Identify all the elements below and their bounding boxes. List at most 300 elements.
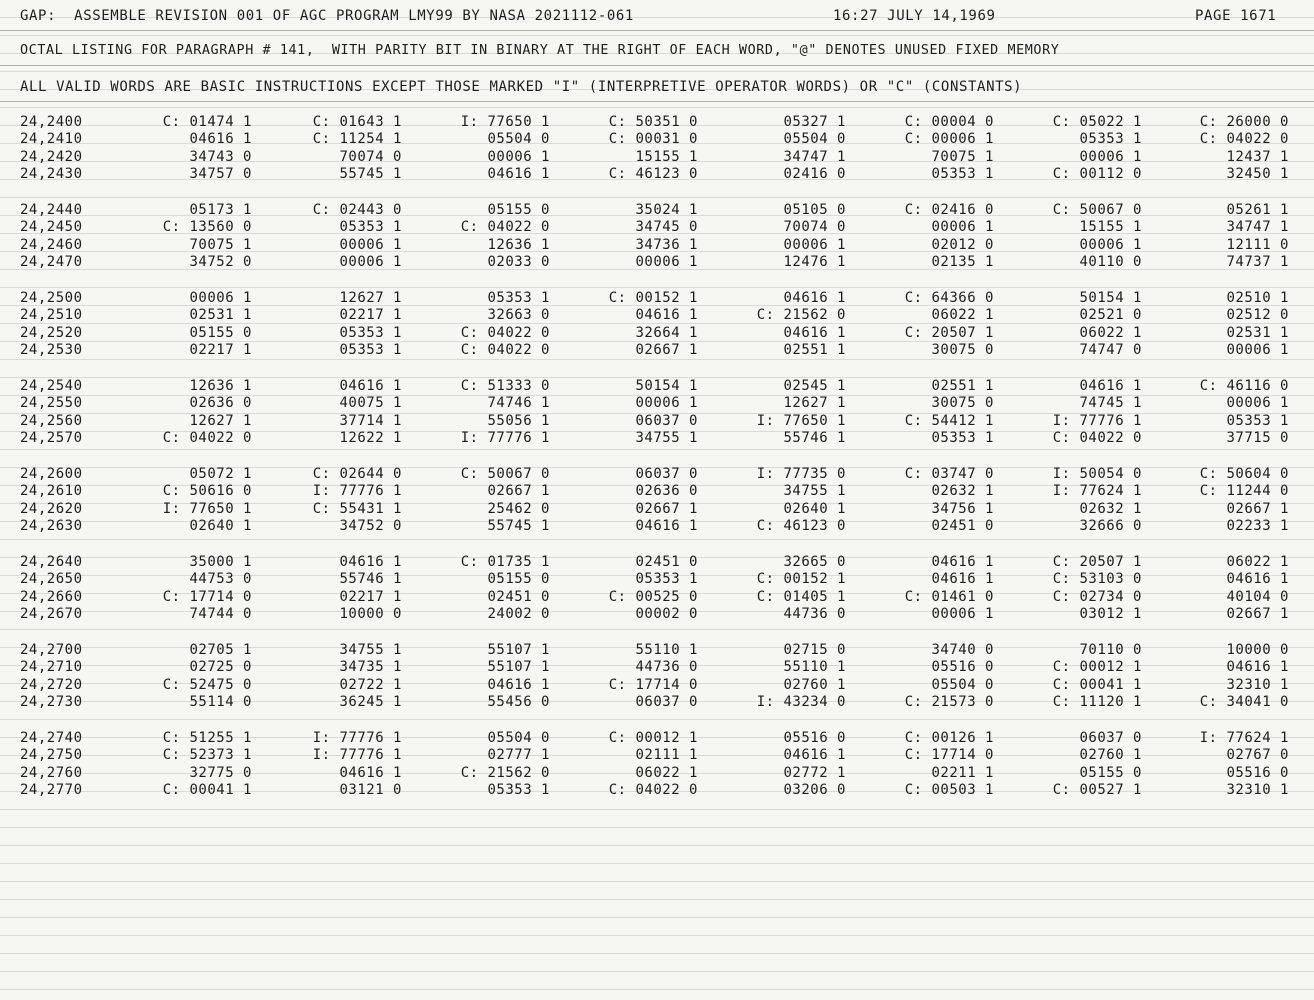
- octal-word: 50154 1: [1079, 290, 1142, 306]
- memory-address: 24,2400: [20, 114, 83, 130]
- octal-word: 12111 0: [1226, 236, 1289, 253]
- octal-word: C: 00152 1: [608, 290, 698, 306]
- octal-word: 34736 1: [635, 236, 698, 253]
- octal-word: 34757 0: [189, 165, 252, 182]
- octal-word: 03206 0: [783, 781, 846, 798]
- octal-word: C: 01735 1: [460, 554, 550, 570]
- octal-word: 00006 1: [1226, 395, 1289, 412]
- octal-word: 02521 0: [1079, 307, 1142, 324]
- listing-row: [0, 501, 1314, 518]
- octal-word: 12636 1: [189, 378, 252, 394]
- memory-address: 24,2740: [20, 730, 83, 746]
- octal-word: 05516 0: [783, 730, 846, 746]
- octal-word: 74745 1: [1079, 395, 1142, 412]
- octal-word: 04616 1: [783, 290, 846, 306]
- octal-word: C: 46123 0: [608, 165, 698, 182]
- octal-word: 34747 1: [783, 148, 846, 165]
- octal-word: 40110 0: [1079, 253, 1142, 270]
- octal-word: C: 55431 1: [312, 500, 402, 517]
- octal-word: 02233 1: [1226, 517, 1289, 534]
- octal-word: 05327 1: [783, 114, 846, 130]
- memory-address: 24,2420: [20, 148, 83, 165]
- octal-word: 02033 0: [487, 253, 550, 270]
- octal-word: 05072 1: [189, 466, 252, 482]
- octal-word: 40104 0: [1226, 588, 1289, 605]
- octal-word: I: 77735 0: [756, 466, 846, 482]
- octal-word: 04616 1: [783, 324, 846, 341]
- memory-address: 24,2500: [20, 290, 83, 306]
- octal-word: C: 01474 1: [162, 114, 252, 130]
- octal-word: 35000 1: [189, 554, 252, 570]
- octal-word: 04616 1: [931, 554, 994, 570]
- octal-word: C: 50067 0: [460, 466, 550, 482]
- octal-word: C: 04022 0: [460, 341, 550, 358]
- octal-word: 02640 1: [189, 517, 252, 534]
- octal-word: 00006 1: [1079, 236, 1142, 253]
- octal-word: 02667 1: [1226, 500, 1289, 517]
- octal-word: 70075 1: [189, 236, 252, 253]
- listing-row: [0, 254, 1314, 271]
- octal-word: C: 03747 0: [904, 466, 994, 482]
- octal-word: C: 00152 1: [756, 571, 846, 588]
- octal-word: 02451 0: [487, 588, 550, 605]
- octal-word: 00002 0: [635, 605, 698, 622]
- octal-word: 30075 0: [931, 395, 994, 412]
- octal-word: 05261 1: [1226, 202, 1289, 218]
- octal-word: C: 50351 0: [608, 114, 698, 130]
- octal-word: C: 04022 0: [608, 781, 698, 798]
- octal-word: 37715 0: [1226, 429, 1289, 446]
- octal-word: 05504 0: [487, 730, 550, 746]
- octal-word: 02135 1: [931, 253, 994, 270]
- rule-line: [0, 65, 1314, 66]
- octal-word: 00006 1: [635, 395, 698, 412]
- octal-word: 02722 1: [339, 676, 402, 693]
- octal-word: 02217 1: [339, 588, 402, 605]
- memory-address: 24,2530: [20, 341, 83, 358]
- octal-word: I: 50054 0: [1052, 466, 1142, 482]
- octal-word: C: 00012 1: [1052, 659, 1142, 676]
- octal-word: I: 77650 1: [756, 412, 846, 429]
- listing-row: [0, 466, 1314, 483]
- octal-word: 05173 1: [189, 202, 252, 218]
- octal-word: 02512 0: [1226, 307, 1289, 324]
- octal-word: 32664 1: [635, 324, 698, 341]
- page-number: PAGE 1671: [1195, 8, 1277, 24]
- header-line-2: [0, 43, 1314, 63]
- octal-word: 02531 1: [189, 307, 252, 324]
- octal-word: 55746 1: [783, 429, 846, 446]
- octal-word: C: 00126 1: [904, 730, 994, 746]
- octal-word: 06022 1: [635, 764, 698, 781]
- octal-word: 50154 1: [635, 378, 698, 394]
- octal-word: 02667 1: [1226, 605, 1289, 622]
- octal-word: C: 00031 0: [608, 131, 698, 148]
- legend-description: ALL VALID WORDS ARE BASIC INSTRUCTIONS EXCEPT THOSE MARKED "I" (INTERPRETIVE OPERATOR WORDS) OR "C" (CONSTANTS): [20, 79, 1023, 95]
- octal-word: C: 34041 0: [1199, 693, 1289, 710]
- octal-word: I: 77776 1: [460, 429, 550, 446]
- octal-word: 34735 1: [339, 659, 402, 676]
- octal-word: 32663 0: [487, 307, 550, 324]
- octal-word: 12476 1: [783, 253, 846, 270]
- memory-address: 24,2700: [20, 642, 83, 658]
- listing-row: [0, 765, 1314, 782]
- listing-row: [0, 166, 1314, 183]
- listing-block: [0, 378, 1314, 447]
- octal-word: 05516 0: [1226, 764, 1289, 781]
- octal-word: C: 00525 0: [608, 588, 698, 605]
- rule-line: [0, 101, 1314, 102]
- octal-word: 03012 1: [1079, 605, 1142, 622]
- octal-word: C: 00503 1: [904, 781, 994, 798]
- octal-word: 02217 1: [189, 341, 252, 358]
- octal-word: 02510 1: [1226, 290, 1289, 306]
- octal-word: 05353 1: [487, 290, 550, 306]
- listing-row: [0, 290, 1314, 307]
- octal-word: 02632 1: [931, 483, 994, 500]
- octal-word: 34745 0: [635, 219, 698, 236]
- octal-word: 04616 1: [339, 764, 402, 781]
- octal-word: 32310 1: [1226, 676, 1289, 693]
- octal-word: C: 17714 0: [162, 588, 252, 605]
- octal-word: 04616 1: [487, 165, 550, 182]
- octal-word: 05155 0: [487, 202, 550, 218]
- octal-word: C: 20507 1: [1052, 554, 1142, 570]
- octal-word: 05504 0: [487, 131, 550, 148]
- octal-word: 06037 0: [635, 693, 698, 710]
- octal-word: 02545 1: [783, 378, 846, 394]
- octal-word: 05353 1: [339, 219, 402, 236]
- octal-word: 00006 1: [339, 236, 402, 253]
- memory-address: 24,2450: [20, 219, 83, 236]
- listing-row: [0, 149, 1314, 166]
- octal-word: 00006 1: [931, 219, 994, 236]
- memory-address: 24,2620: [20, 500, 83, 517]
- octal-word: 02451 0: [635, 554, 698, 570]
- octal-word: 02767 0: [1226, 747, 1289, 764]
- octal-word: C: 04022 0: [460, 219, 550, 236]
- octal-word: 04616 1: [339, 378, 402, 394]
- octal-word: 06022 1: [931, 307, 994, 324]
- octal-word: 36245 1: [339, 693, 402, 710]
- octal-word: 34752 0: [189, 253, 252, 270]
- octal-word: C: 00112 0: [1052, 165, 1142, 182]
- octal-word: 05155 0: [189, 324, 252, 341]
- header-line-3: [0, 79, 1314, 99]
- octal-word: C: 51333 0: [460, 378, 550, 394]
- rule-line: [0, 30, 1314, 31]
- octal-word: 04616 1: [1226, 659, 1289, 676]
- octal-word: 02667 1: [487, 483, 550, 500]
- octal-word: 02531 1: [1226, 324, 1289, 341]
- octal-word: 70074 0: [339, 148, 402, 165]
- memory-address: 24,2510: [20, 307, 83, 324]
- octal-word: C: 02416 0: [904, 202, 994, 218]
- octal-word: C: 50604 0: [1199, 466, 1289, 482]
- octal-word: C: 04022 0: [1052, 429, 1142, 446]
- octal-word: 12627 1: [339, 290, 402, 306]
- memory-address: 24,2660: [20, 588, 83, 605]
- octal-word: C: 01461 0: [904, 588, 994, 605]
- octal-word: 02777 1: [487, 747, 550, 764]
- listing-row: [0, 413, 1314, 430]
- octal-word: 02551 1: [783, 341, 846, 358]
- octal-word: C: 01405 1: [756, 588, 846, 605]
- listing-block: [0, 554, 1314, 623]
- octal-word: I: 77650 1: [162, 500, 252, 517]
- octal-word: 00006 1: [783, 236, 846, 253]
- listing-row: [0, 378, 1314, 395]
- memory-address: 24,2670: [20, 605, 83, 622]
- octal-word: 05155 0: [1079, 764, 1142, 781]
- memory-address: 24,2520: [20, 324, 83, 341]
- octal-word: 04616 1: [1079, 378, 1142, 394]
- octal-word: C: 02734 0: [1052, 588, 1142, 605]
- memory-address: 24,2410: [20, 131, 83, 148]
- memory-address: 24,2750: [20, 747, 83, 764]
- listing-row: [0, 554, 1314, 571]
- octal-word: 74747 0: [1079, 341, 1142, 358]
- octal-word: C: 00006 1: [904, 131, 994, 148]
- octal-word: I: 43234 0: [756, 693, 846, 710]
- octal-word: C: 20507 1: [904, 324, 994, 341]
- memory-address: 24,2600: [20, 466, 83, 482]
- octal-word: C: 53103 0: [1052, 571, 1142, 588]
- octal-word: 34756 1: [931, 500, 994, 517]
- octal-word: 12437 1: [1226, 148, 1289, 165]
- octal-word: 10000 0: [339, 605, 402, 622]
- listing-row: [0, 518, 1314, 535]
- memory-address: 24,2470: [20, 253, 83, 270]
- memory-address: 24,2540: [20, 378, 83, 394]
- octal-word: 32775 0: [189, 764, 252, 781]
- octal-word: 05353 1: [339, 324, 402, 341]
- octal-word: 55456 0: [487, 693, 550, 710]
- listing-row: [0, 659, 1314, 676]
- octal-word: 70075 1: [931, 148, 994, 165]
- octal-word: 02111 1: [635, 747, 698, 764]
- octal-word: 70110 0: [1079, 642, 1142, 658]
- octal-word: 15155 1: [635, 148, 698, 165]
- octal-word: 06022 1: [1226, 554, 1289, 570]
- octal-word: 03121 0: [339, 781, 402, 798]
- octal-word: C: 21562 0: [460, 764, 550, 781]
- octal-word: 02451 0: [931, 517, 994, 534]
- octal-word: 00006 1: [635, 253, 698, 270]
- listing-row: [0, 325, 1314, 342]
- octal-word: 05504 0: [931, 676, 994, 693]
- octal-word: 55056 1: [487, 412, 550, 429]
- octal-word: 55107 1: [487, 659, 550, 676]
- header-line-1: [0, 8, 1314, 28]
- octal-word: C: 26000 0: [1199, 114, 1289, 130]
- octal-word: 70074 0: [783, 219, 846, 236]
- octal-word: C: 17714 0: [904, 747, 994, 764]
- octal-word: 05105 0: [783, 202, 846, 218]
- listing-row: [0, 307, 1314, 324]
- listing-row: [0, 219, 1314, 236]
- octal-word: 55745 1: [339, 165, 402, 182]
- octal-word: C: 00004 0: [904, 114, 994, 130]
- octal-word: 05516 0: [931, 659, 994, 676]
- memory-address: 24,2550: [20, 395, 83, 412]
- listing-row: [0, 237, 1314, 254]
- octal-word: 34755 1: [339, 642, 402, 658]
- octal-word: C: 00527 1: [1052, 781, 1142, 798]
- octal-word: 05155 0: [487, 571, 550, 588]
- octal-word: 12627 1: [783, 395, 846, 412]
- octal-word: 32666 0: [1079, 517, 1142, 534]
- octal-word: C: 52475 0: [162, 676, 252, 693]
- octal-word: 02772 1: [783, 764, 846, 781]
- octal-word: 12622 1: [339, 429, 402, 446]
- octal-word: 34755 1: [635, 429, 698, 446]
- listing-description: OCTAL LISTING FOR PARAGRAPH # 141, WITH PARITY BIT IN BINARY AT THE RIGHT OF EACH WORD, "@" DENOTES UNUSED FIXED MEMORY: [20, 43, 1060, 58]
- octal-word: 35024 1: [635, 202, 698, 218]
- octal-word: C: 11254 1: [312, 131, 402, 148]
- octal-word: 04616 1: [189, 131, 252, 148]
- octal-word: 44753 0: [189, 571, 252, 588]
- octal-word: 04616 1: [339, 554, 402, 570]
- octal-word: 04616 1: [931, 571, 994, 588]
- octal-word: C: 64366 0: [904, 290, 994, 306]
- octal-word: I: 77624 1: [1052, 483, 1142, 500]
- octal-word: 34755 1: [783, 483, 846, 500]
- memory-address: 24,2430: [20, 165, 83, 182]
- octal-word: C: 00041 1: [1052, 676, 1142, 693]
- octal-word: 34740 0: [931, 642, 994, 658]
- octal-word: 74744 0: [189, 605, 252, 622]
- octal-word: C: 11244 0: [1199, 483, 1289, 500]
- listing-block: [0, 466, 1314, 535]
- octal-word: 32450 1: [1226, 165, 1289, 182]
- octal-word: 04616 1: [635, 307, 698, 324]
- octal-word: 05353 1: [931, 165, 994, 182]
- octal-word: I: 77624 1: [1199, 730, 1289, 746]
- octal-word: 04616 1: [487, 676, 550, 693]
- listing-block: [0, 290, 1314, 359]
- memory-address: 24,2610: [20, 483, 83, 500]
- memory-address: 24,2760: [20, 764, 83, 781]
- octal-word: 55746 1: [339, 571, 402, 588]
- octal-word: 02551 1: [931, 378, 994, 394]
- listing-row: [0, 747, 1314, 764]
- listing-block: [0, 114, 1314, 183]
- octal-word: 02211 1: [931, 764, 994, 781]
- listing-row: [0, 677, 1314, 694]
- octal-word: 06022 1: [1079, 324, 1142, 341]
- octal-word: 05353 1: [931, 429, 994, 446]
- octal-word: 02760 1: [1079, 747, 1142, 764]
- octal-word: 05504 0: [783, 131, 846, 148]
- octal-word: 05353 1: [339, 341, 402, 358]
- memory-address: 24,2640: [20, 554, 83, 570]
- octal-word: 34747 1: [1226, 219, 1289, 236]
- octal-word: 30075 0: [931, 341, 994, 358]
- listing-row: [0, 483, 1314, 500]
- octal-word: I: 77776 1: [312, 747, 402, 764]
- octal-word: 12627 1: [189, 412, 252, 429]
- listing-block: [0, 642, 1314, 711]
- octal-word: C: 50067 0: [1052, 202, 1142, 218]
- octal-word: 74746 1: [487, 395, 550, 412]
- octal-word: 02760 1: [783, 676, 846, 693]
- memory-address: 24,2570: [20, 429, 83, 446]
- octal-word: 04616 1: [635, 517, 698, 534]
- octal-word: 04616 1: [1226, 571, 1289, 588]
- octal-word: I: 77776 1: [312, 730, 402, 746]
- timestamp: 16:27 JULY 14,1969: [833, 8, 996, 24]
- listing-block: [0, 202, 1314, 271]
- octal-word: 55114 0: [189, 693, 252, 710]
- listing-row: [0, 589, 1314, 606]
- octal-word: 15155 1: [1079, 219, 1142, 236]
- octal-word: C: 01643 1: [312, 114, 402, 130]
- octal-word: 74737 1: [1226, 253, 1289, 270]
- listing-row: [0, 606, 1314, 623]
- octal-word: C: 17714 0: [608, 676, 698, 693]
- octal-word: C: 50616 0: [162, 483, 252, 500]
- octal-word: 55745 1: [487, 517, 550, 534]
- octal-word: 02725 0: [189, 659, 252, 676]
- octal-word: 32310 1: [1226, 781, 1289, 798]
- octal-word: 55110 1: [635, 642, 698, 658]
- octal-word: 34743 0: [189, 148, 252, 165]
- octal-word: 00006 1: [189, 290, 252, 306]
- octal-word: 10000 0: [1226, 642, 1289, 658]
- listing-row: [0, 395, 1314, 412]
- octal-word: 02667 1: [635, 341, 698, 358]
- octal-word: 05353 1: [1079, 131, 1142, 148]
- octal-word: C: 02644 0: [312, 466, 402, 482]
- octal-word: 44736 0: [635, 659, 698, 676]
- memory-address: 24,2460: [20, 236, 83, 253]
- octal-word: 32665 0: [783, 554, 846, 570]
- octal-word: 06037 0: [635, 412, 698, 429]
- octal-word: 00006 1: [487, 148, 550, 165]
- octal-word: C: 04022 0: [162, 429, 252, 446]
- octal-word: I: 77650 1: [460, 114, 550, 130]
- octal-word: C: 04022 0: [460, 324, 550, 341]
- octal-word: 40075 1: [339, 395, 402, 412]
- octal-word: 00006 1: [339, 253, 402, 270]
- octal-word: C: 46116 0: [1199, 378, 1289, 394]
- listing-row: [0, 342, 1314, 359]
- octal-word: 05353 1: [635, 571, 698, 588]
- memory-address: 24,2630: [20, 517, 83, 534]
- octal-word: C: 00041 1: [162, 781, 252, 798]
- octal-word: I: 77776 1: [312, 483, 402, 500]
- memory-address: 24,2720: [20, 676, 83, 693]
- octal-word: 06037 0: [635, 466, 698, 482]
- octal-word: C: 04022 0: [1199, 131, 1289, 148]
- listing-row: [0, 782, 1314, 799]
- listing-row: [0, 430, 1314, 447]
- octal-word: I: 77776 1: [1052, 412, 1142, 429]
- octal-word: 02012 0: [931, 236, 994, 253]
- listing-row: [0, 642, 1314, 659]
- octal-word: 02715 0: [783, 642, 846, 658]
- octal-word: 02636 0: [635, 483, 698, 500]
- octal-word: C: 46123 0: [756, 517, 846, 534]
- octal-word: 55107 1: [487, 642, 550, 658]
- octal-word: 00006 1: [931, 605, 994, 622]
- octal-word: C: 52373 1: [162, 747, 252, 764]
- octal-word: C: 21573 0: [904, 693, 994, 710]
- octal-word: 00006 1: [1079, 148, 1142, 165]
- octal-word: 02416 0: [783, 165, 846, 182]
- memory-address: 24,2730: [20, 693, 83, 710]
